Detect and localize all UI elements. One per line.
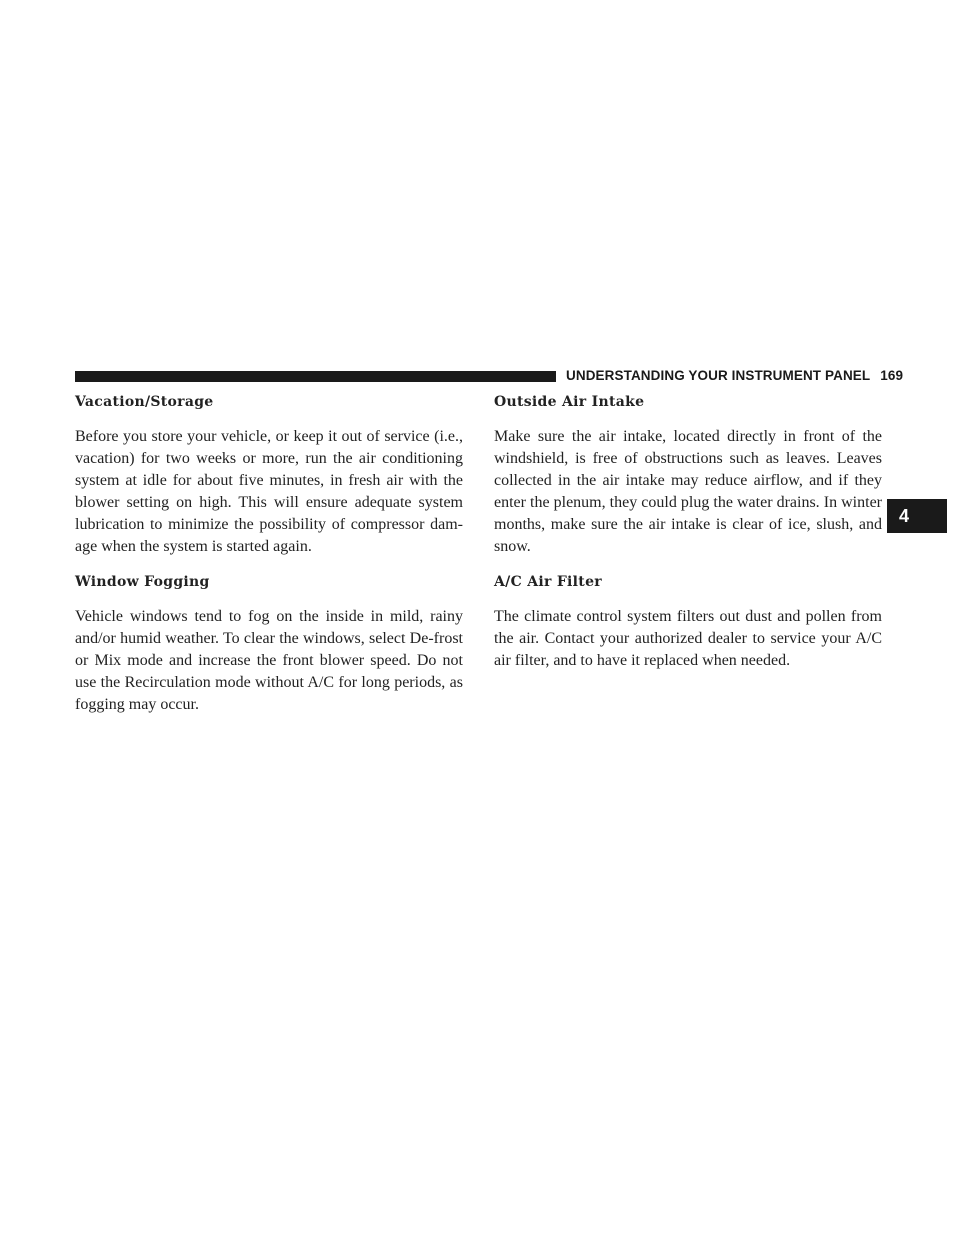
section-vacation-storage — [75, 392, 463, 558]
running-header — [566, 368, 903, 383]
page-number: 169 — [880, 368, 904, 383]
section-ac-air-filter — [494, 572, 882, 672]
header-rule — [75, 371, 556, 382]
section-body: Before you store your vehicle, or keep it out of service (i.e., vacation) for two weeks or more, run the air conditioning system at idle for about five minutes, in fresh air with the blower setting on high. This will ensure adequate system lubrication to minimize the possibility of compressor dam-age when the system is started again. — [75, 428, 463, 555]
left-column — [75, 392, 463, 730]
section-heading: A/C Air Filter — [494, 574, 602, 590]
header-title: UNDERSTANDING YOUR INSTRUMENT PANEL — [566, 368, 871, 383]
section-body: Vehicle windows tend to fog on the inside in mild, rainy and/or humid weather. To clear the windows, select De-frost or Mix mode and increase the front blower speed. Do not use the Recirculation mode without A/C for long periods, as fogging may occur. — [75, 608, 463, 713]
section-heading: Window Fogging — [75, 574, 210, 590]
chapter-tab: 4 — [887, 499, 947, 533]
section-window-fogging — [75, 572, 463, 716]
section-heading: Outside Air Intake — [494, 394, 645, 410]
section-body: Make sure the air intake, located directly in front of the windshield, is free of obstructions such as leaves. Leaves collected in the air intake may reduce airflow, and if they enter the plenum, they could plug the water drains. In winter months, make sure the air intake is clear of ice, slush, and snow. — [494, 428, 882, 555]
section-body: The climate control system filters out dust and pollen from the air. Contact your authorized dealer to service your A/C air filter, and to have it replaced when needed. — [494, 608, 882, 669]
right-column — [494, 392, 882, 686]
section-heading: Vacation/Storage — [75, 394, 214, 410]
section-outside-air-intake — [494, 392, 882, 558]
